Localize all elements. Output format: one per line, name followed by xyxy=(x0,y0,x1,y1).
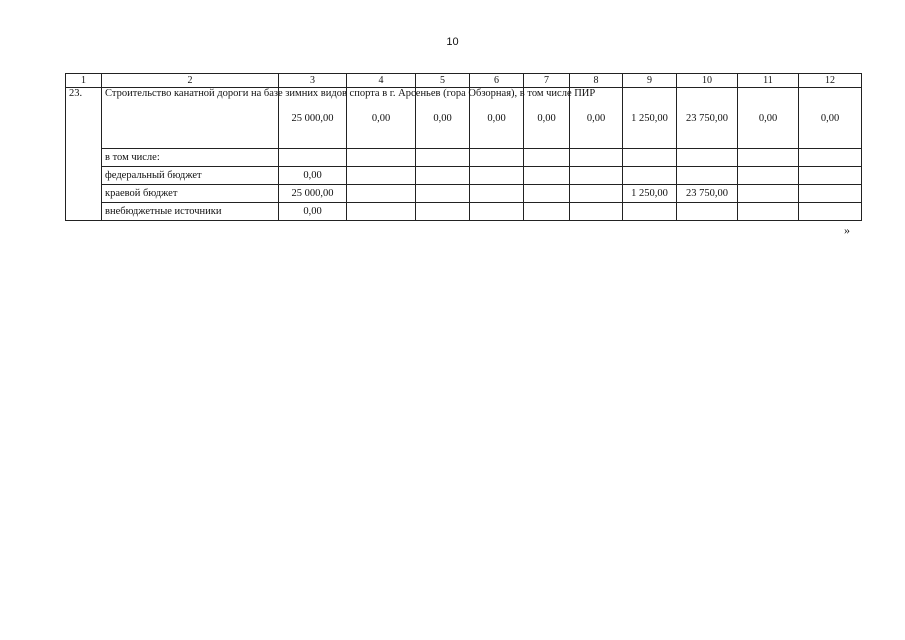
value-cell: 0,00 xyxy=(416,88,470,149)
value-cell xyxy=(279,149,347,167)
value-cell xyxy=(347,203,416,221)
value-cell: 23 750,00 xyxy=(677,88,738,149)
header-cell: 2 xyxy=(102,74,279,88)
value-cell xyxy=(347,167,416,185)
value-cell xyxy=(677,149,738,167)
value-cell xyxy=(738,203,799,221)
value-cell: 0,00 xyxy=(279,167,347,185)
header-cell: 8 xyxy=(570,74,623,88)
value-cell xyxy=(623,203,677,221)
value-cell xyxy=(570,167,623,185)
value-cell xyxy=(570,149,623,167)
closing-quote: » xyxy=(844,223,850,237)
value-cell: 0,00 xyxy=(524,88,570,149)
value-cell xyxy=(677,203,738,221)
row-label: краевой бюджет xyxy=(102,185,279,203)
value-cell xyxy=(524,167,570,185)
value-cell xyxy=(738,149,799,167)
header-cell: 3 xyxy=(279,74,347,88)
value-cell xyxy=(738,167,799,185)
value-cell: 25 000,00 xyxy=(279,185,347,203)
value-cell xyxy=(570,203,623,221)
value-cell xyxy=(470,203,524,221)
value-cell: 0,00 xyxy=(279,203,347,221)
value-cell xyxy=(416,149,470,167)
value-cell xyxy=(524,203,570,221)
header-cell: 9 xyxy=(623,74,677,88)
value-cell xyxy=(799,167,862,185)
value-cell: 0,00 xyxy=(347,88,416,149)
header-row xyxy=(66,74,862,88)
header-cell: 7 xyxy=(524,74,570,88)
header-cell: 11 xyxy=(738,74,799,88)
value-cell: 0,00 xyxy=(470,88,524,149)
header-cell: 10 xyxy=(677,74,738,88)
value-cell xyxy=(347,185,416,203)
value-cell xyxy=(677,167,738,185)
value-cell xyxy=(347,149,416,167)
table-row xyxy=(66,203,862,221)
value-cell: 1 250,00 xyxy=(623,185,677,203)
page-number: 10 xyxy=(446,36,459,48)
row-label: внебюджетные источники xyxy=(102,203,279,221)
value-cell xyxy=(799,149,862,167)
value-cell: 25 000,00 xyxy=(279,88,347,149)
row-label: федеральный бюджет xyxy=(102,167,279,185)
value-cell xyxy=(470,185,524,203)
value-cell xyxy=(799,185,862,203)
header-cell: 1 xyxy=(66,74,102,88)
row-label: в том числе: xyxy=(102,149,279,167)
value-cell: 0,00 xyxy=(738,88,799,149)
value-cell xyxy=(470,149,524,167)
table-row xyxy=(66,149,862,167)
value-cell xyxy=(738,185,799,203)
value-cell xyxy=(524,185,570,203)
value-cell xyxy=(799,203,862,221)
header-cell: 5 xyxy=(416,74,470,88)
value-cell: 1 250,00 xyxy=(623,88,677,149)
row-index: 23. xyxy=(66,88,102,221)
header-cell: 4 xyxy=(347,74,416,88)
value-cell xyxy=(570,185,623,203)
budget-table xyxy=(65,73,862,221)
value-cell xyxy=(623,149,677,167)
value-cell xyxy=(470,167,524,185)
value-cell xyxy=(524,149,570,167)
project-name: Строительство канатной дороги на базе зимних видов спорта в г. Арсеньев (гора Обзорная), в том числе ПИР xyxy=(102,88,279,149)
table-row xyxy=(66,167,862,185)
value-cell: 23 750,00 xyxy=(677,185,738,203)
value-cell: 0,00 xyxy=(570,88,623,149)
value-cell xyxy=(416,203,470,221)
header-cell: 12 xyxy=(799,74,862,88)
header-cell: 6 xyxy=(470,74,524,88)
table-row xyxy=(66,88,862,149)
value-cell xyxy=(623,167,677,185)
value-cell: 0,00 xyxy=(799,88,862,149)
table-row xyxy=(66,185,862,203)
value-cell xyxy=(416,185,470,203)
value-cell xyxy=(416,167,470,185)
